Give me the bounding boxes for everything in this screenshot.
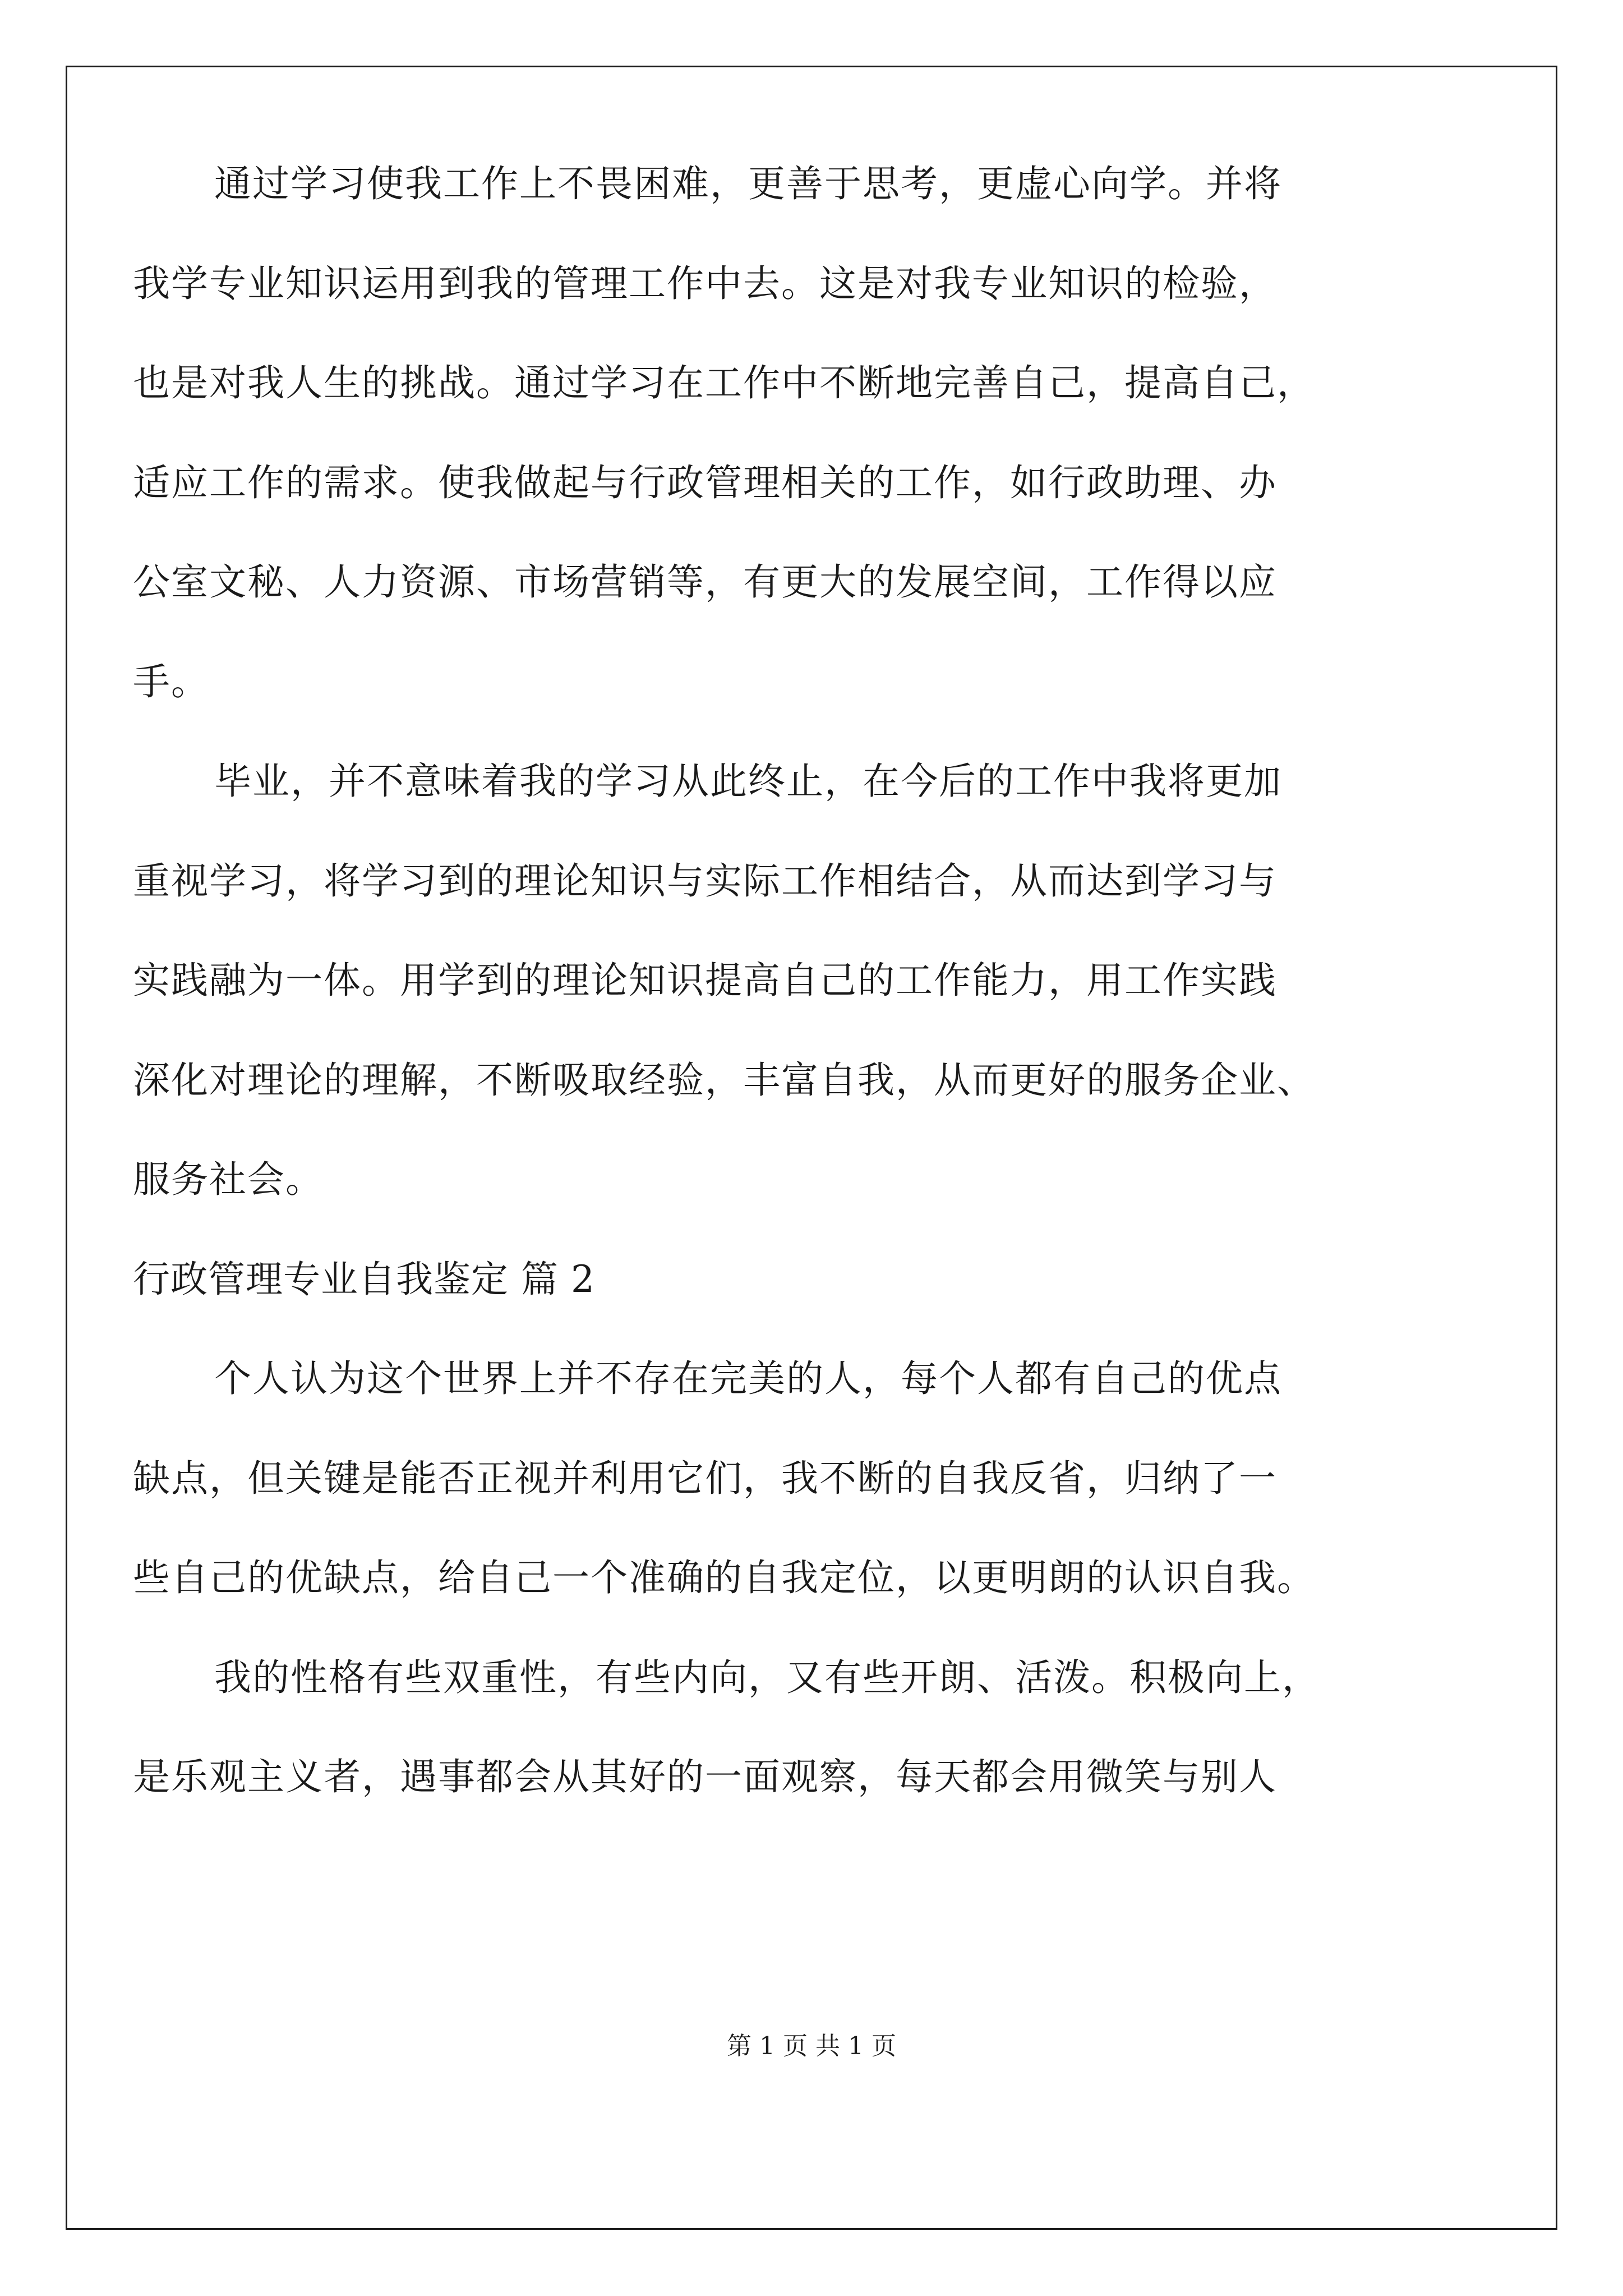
text-line: 手。 bbox=[133, 660, 209, 703]
text-line: 深化对理论的理解，不断吸取经验，丰富自我，从而更好的服务企业、 bbox=[133, 1058, 1315, 1102]
text-line: 重视学习，将学习到的理论知识与实际工作相结合，从而达到学习与 bbox=[133, 859, 1277, 903]
document-body bbox=[133, 163, 1496, 1856]
text-line: 些自己的优缺点，给自己一个准确的自我定位，以更明朗的认识自我。 bbox=[133, 1556, 1315, 1599]
text-line: 毕业，并不意味着我的学习从此终止，在今后的工作中我将更加 bbox=[214, 760, 1282, 803]
section-heading: 行政管理专业自我鉴定 篇 2 bbox=[133, 1257, 595, 1301]
text-line: 服务社会。 bbox=[133, 1158, 324, 1201]
text-line: 我的性格有些双重性，有些内向，又有些开朗、活泼。积极向上， bbox=[214, 1655, 1320, 1699]
text-line: 是乐观主义者，遇事都会从其好的一面观察，每天都会用微笑与别人 bbox=[133, 1755, 1277, 1798]
text-line: 也是对我人生的挑战。通过学习在工作中不断地完善自己，提高自己， bbox=[133, 361, 1315, 404]
text-line: 个人认为这个世界上并不存在完美的人，每个人都有自己的优点 bbox=[214, 1357, 1282, 1400]
text-line: 我学专业知识运用到我的管理工作中去。这是对我专业知识的检验， bbox=[133, 261, 1277, 305]
text-line: 通过学习使我工作上不畏困难，更善于思考，更虚心向学。并将 bbox=[214, 162, 1282, 205]
text-line: 适应工作的需求。使我做起与行政管理相关的工作，如行政助理、办 bbox=[133, 461, 1277, 504]
text-line: 公室文秘、人力资源、市场营销等，有更大的发展空间，工作得以应 bbox=[133, 560, 1277, 604]
text-line: 缺点，但关键是能否正视并利用它们，我不断的自我反省，归纳了一 bbox=[133, 1456, 1277, 1500]
text-line: 实践融为一体。用学到的理论知识提高自己的工作能力，用工作实践 bbox=[133, 959, 1277, 1002]
page-footer: 第 1 页 共 1 页 bbox=[727, 2032, 896, 2060]
